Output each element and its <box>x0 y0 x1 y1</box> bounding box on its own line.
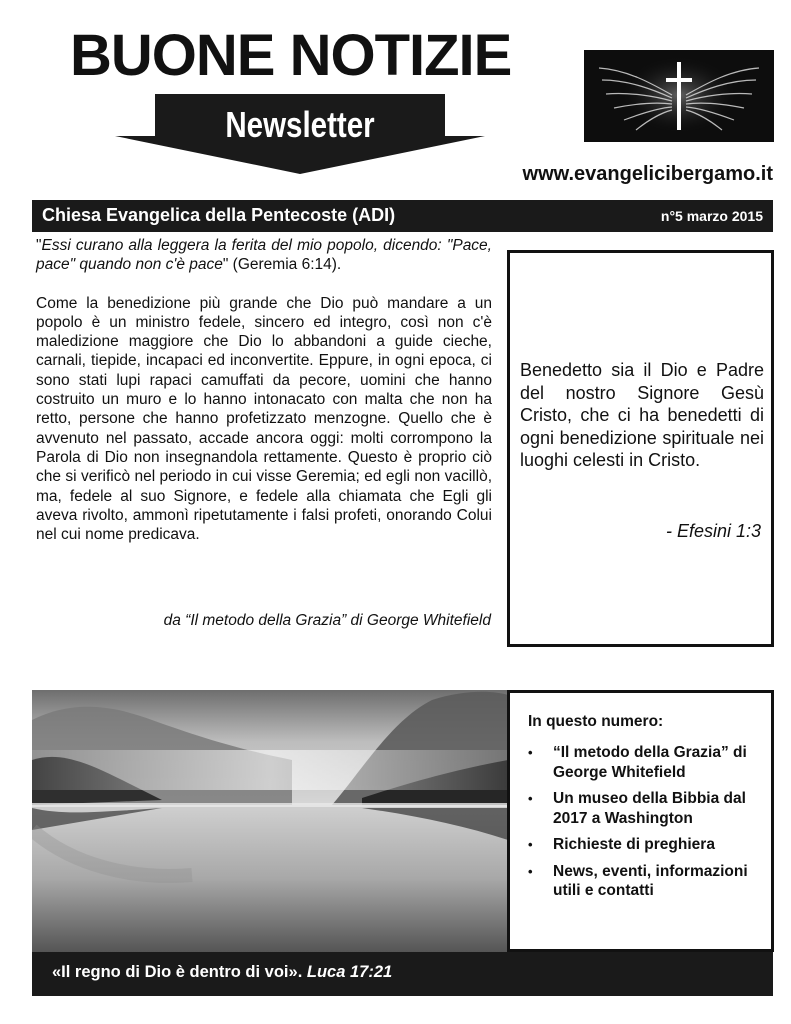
verse-text: Benedetto sia il Dio e Padre del nostro Signore Gesù Cristo, che ci ha benedetti di ogni benedizione spirituale nei luoghi celesti in Cristo. <box>520 360 764 470</box>
footer-quote: «Il regno di Dio è dentro di voi». Luca 17:21 <box>52 963 393 981</box>
newsletter-title: BUONE NOTIZIE <box>70 23 512 88</box>
bullet-icon: • <box>528 745 533 760</box>
newsletter-subtitle: Newsletter <box>225 104 375 145</box>
list-item[interactable]: • “Il metodo della Grazia” di George Whitefield <box>528 744 747 781</box>
verse-box <box>507 250 774 647</box>
list-item[interactable]: • Richieste di preghiera <box>528 836 715 853</box>
article-epigraph: "Essi curano alla leggera la ferita del mio popolo, dicendo: "Pace, pace" quando non c'è pace" (Geremia 6:14). <box>36 237 492 274</box>
epigraph-quote: Essi curano alla leggera la ferita del mio popolo, dicendo: "Pace, pace" quando non c'è pace <box>36 237 492 274</box>
winged-cross-icon <box>584 50 774 142</box>
footer-reference: Luca 17:21 <box>306 963 393 981</box>
lead-article <box>36 236 492 563</box>
footer-bar <box>32 952 773 996</box>
misty-lake-photo <box>32 690 508 952</box>
website-link[interactable]: www.evangelicibergamo.it <box>522 163 773 185</box>
article-credit: da “Il metodo della Grazia” di George Whitefield <box>163 612 491 629</box>
verse-reference: - Efesini 1:3 <box>665 521 761 541</box>
bullet-icon: • <box>528 791 533 806</box>
newsletter-banner <box>115 92 485 174</box>
church-name: Chiesa Evangelica della Pentecoste (ADI) <box>42 205 396 225</box>
list-item[interactable]: • Un museo della Bibbia dal 2017 a Washington <box>528 790 746 827</box>
article-body: Come la benedizione più grande che Dio può mandare a un popolo è un ministro fedele, sincero ed integro, così non c'è maledizione maggiore che Dio lo abbandoni a guide cieche, carnali, tiepide, incapaci ed inconvertite. Eppure, in ogni epoca, ci sono stati lupi rapaci camuffati da pecore, uomini che hanno costruito un muro e lo hanno intonacato con malta che non ha retto, persone che hanno profetizzato menzogne. Quello che è avvenuto nel passato, accade ancora oggi: molti corrompono la Parola di Dio non insegnandola rettamente. Questo è proprio ciò che si verificò nel periodo in cui visse Geremia; ed egli non vacillò, ma, fedele al suo Signore, e fedele alla chiamata che Egli gli aveva rivolto, ammonì ripetutamente i falsi profeti, onorando Colui nel cui nome predicava. <box>36 294 492 544</box>
issue-number: n°5 marzo 2015 <box>660 208 763 224</box>
contents-list <box>528 743 756 908</box>
header-bar <box>32 200 773 232</box>
list-item[interactable]: • News, eventi, informazioni utili e contatti <box>528 862 748 899</box>
contents-title: In questo numero: <box>528 713 664 730</box>
contents-box <box>507 690 774 952</box>
bullet-icon: • <box>528 863 533 879</box>
bullet-icon: • <box>528 837 533 852</box>
